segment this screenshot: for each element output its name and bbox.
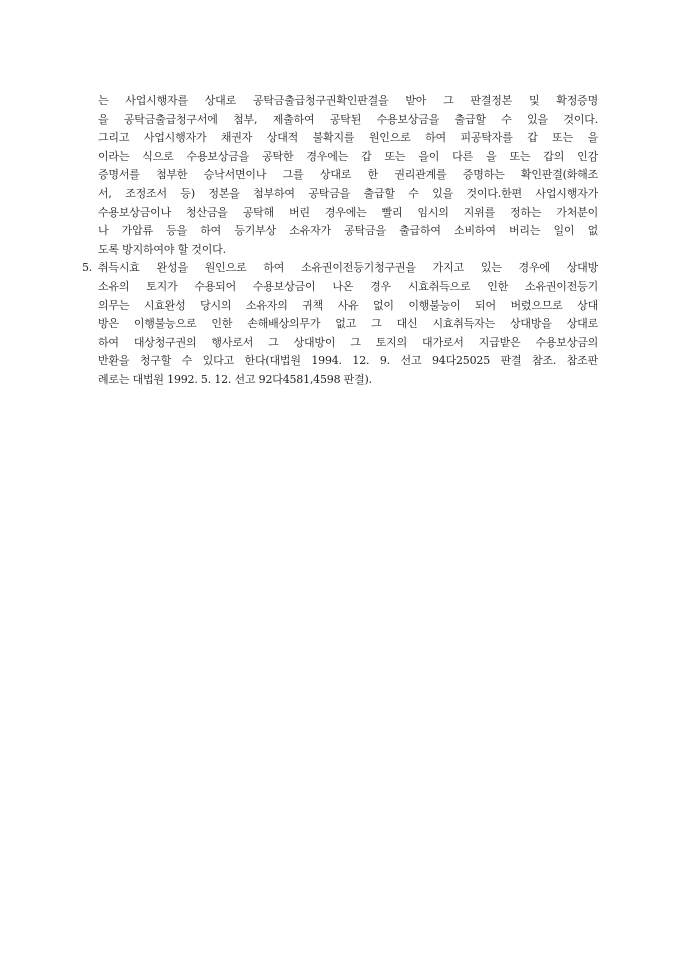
text-line: 이라는 식으로 수용보상금을 공탁한 경우에는 갑 또는 을이 다른 을 또는 갑의 인감: [98, 149, 598, 163]
text-line: 반환을 청구할 수 있다고 한다(대법원 1994. 12. 9. 선고 94다25025 판결 참조. 참조판: [98, 354, 598, 368]
text-line: 을 공탁금출급청구서에 첨부, 제출하여 공탁된 수용보상금을 출급할 수 있을 것이다.: [98, 112, 598, 126]
text-line: 례로는 대법원 1992. 5. 12. 선고 92다4581,4598 판결).: [98, 372, 372, 386]
text-line: 방은 이행불능으로 인한 손해배상의무가 없고 그 대신 시효취득자는 상대방을 상대로: [98, 317, 598, 331]
continued-paragraph: [82, 92, 598, 259]
text-line: 도록 방지하여야 할 것이다.: [98, 242, 226, 256]
text-line: 하여 대상청구권의 행사로서 그 상대방이 그 토지의 대가로서 지급받은 수용보상금의: [98, 335, 598, 349]
list-item-number: 5.: [82, 261, 93, 275]
text-line: 그리고 사업시행자가 채권자 상대적 불확지를 원인으로 하여 피공탁자를 갑 또는 을: [98, 131, 598, 145]
text-line: 의무는 시효완성 당시의 소유자의 귀책 사유 없이 이행불능이 되어 버렸으므로 상대: [98, 298, 598, 312]
text-line: 서, 조정조서 등) 정본을 첨부하여 공탁금을 출급할 수 있을 것이다.한편 사업시행자가: [98, 186, 598, 200]
text-line: 나 가압류 등을 하여 등기부상 소유자가 공탁금을 출급하여 소비하여 버리는 일이 없: [98, 224, 598, 238]
body-text: [82, 92, 598, 390]
list-item-5: [82, 259, 598, 389]
text-line: 는 사업시행자를 상대로 공탁금출급청구권확인판결을 받아 그 판결정본 및 확정증명: [98, 94, 598, 107]
text-line: 소유의 토지가 수용되어 수용보상금이 나온 경우 시효취득으로 인한 소유권이전등기: [98, 279, 598, 293]
text-line: 증명서를 첨부한 승낙서면이나 그를 상대로 한 권리관계를 증명하는 확인판결(화해조: [98, 168, 598, 182]
text-line: 취득시효 완성을 원인으로 하여 소유권이전등기청구권을 가지고 있는 경우에 상대방: [98, 261, 598, 275]
text-line: 수용보상금이나 청산금을 공탁해 버린 경우에는 빨리 임시의 지위를 정하는 가처분이: [98, 205, 598, 219]
